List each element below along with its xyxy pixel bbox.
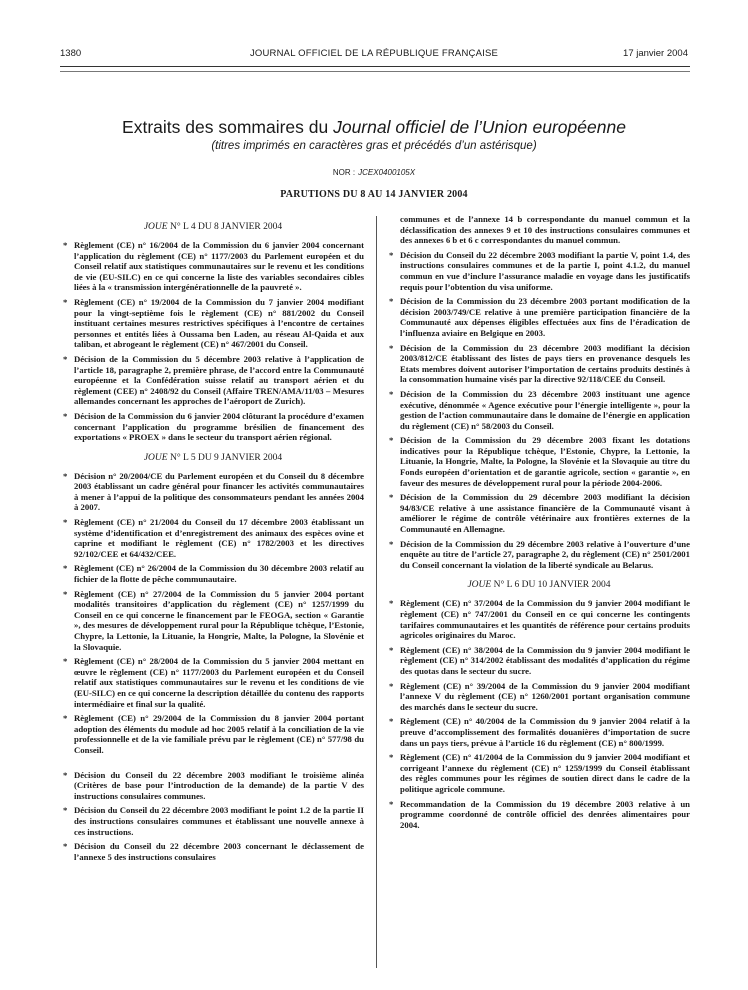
section-ref: N° L 5 DU 9 JANVIER 2004 — [169, 452, 283, 463]
list-item: * Règlement (CE) n° 26/2004 de la Commission du 30 décembre 2003 relatif au fichier de la flotte de pêche communautaire. — [62, 563, 364, 584]
list-item-continuation: communes et de l’annexe 14 b correspondante du manuel commun et la déclassification des annexes 9 et 10 des instructions consulaires communes et des annexes 6 b et 6 c correspondantes du manuel commun. — [400, 214, 690, 246]
list-item: * Règlement (CE) n° 19/2004 de la Commission du 7 janvier 2004 modifiant pour la vingt-septième fois le règlement (CE) n° 881/2002 du Conseil instituant certaines mesures restrictives spécifiques à l’encontre de certaines personnes et entités liées à Oussama ben Laden, au réseau Al-Qaida et aux taliban, et abrogeant le règlement (CE) n° 467/2001 du Conseil. — [62, 297, 364, 350]
list-item: * Règlement (CE) n° 29/2004 de la Commission du 8 janvier 2004 portant adoption des éléments du module ad hoc 2005 relatif à la conciliation de la vie professionnelle et de la vie familiale prévu par le règlement (CE) n° 577/98 du Conseil. — [62, 713, 364, 755]
list-item: * Décision de la Commission du 6 janvier 2004 clôturant la procédure d’examen concernant l’application du programme brésilien de financement des exportations « PROEX » dans le secteur du transport aérien régional. — [62, 411, 364, 443]
running-header — [60, 48, 688, 62]
page-title-italic: Journal officiel de l’Union européenne — [333, 117, 626, 137]
list-item: * Règlement (CE) n° 39/2004 de la Commission du 9 janvier 2004 modifiant l’annexe V du règlement (CE) n° 1260/2001 portant organisation commune des marchés dans le secteur du sucre. — [388, 681, 690, 713]
nor-label: NOR : — [332, 168, 356, 177]
list-item: * Règlement (CE) n° 16/2004 de la Commission du 6 janvier 2004 concernant l’application du règlement (CE) n° 1177/2003 du Parlement européen et du Conseil relatif aux statistiques communautaires sur le revenu et les conditions de vie (EU-SILC) en ce qui concerne la liste des variables secondaires cibles liées à la « transmission intergénérationnelle de la pauvreté ». — [62, 240, 364, 293]
left-column — [62, 222, 364, 866]
page-number: 1380 — [60, 48, 82, 59]
nor-value: JCEX0400105X — [358, 168, 416, 177]
section-heading-l4 — [62, 222, 364, 232]
list-item: * Décision de la Commission du 23 décembre 2003 portant modification de la décision 2003/749/CE relative à une première participation financière de la Communauté aux dépenses éligibles effectuées aux fins de l’éradication de l’influenza aviaire en Belgique en 2003. — [388, 296, 690, 338]
spacer — [62, 760, 364, 770]
issue-date: 17 janvier 2004 — [623, 48, 688, 59]
list-item: * Règlement (CE) n° 27/2004 de la Commission du 5 janvier 2004 portant modalités transitoires d’application du règlement (CE) n° 1257/1999 du Conseil en ce qui concerne le financement par le FEOGA, section « Garantie », des mesures de développement rural pour la République tchèque, l’Estonie, Chypre, la Lettonie, la Lituanie, la Hongrie, Malte, la Pologne, la Slovénie et la Slovaquie. — [62, 589, 364, 653]
list-item: * Décision du Conseil du 22 décembre 2003 modifiant le point 1.2 de la partie II des instructions consulaires communes et établissant une nouvelle annexe à ces instructions. — [62, 805, 364, 837]
header-rule-thin — [60, 71, 690, 72]
list-item: * Décision du Conseil du 22 décembre 2003 concernant le déclassement de l’annexe 5 des instructions consulaires — [62, 841, 364, 862]
page-title-prefix: Extraits des sommaires du — [122, 117, 334, 137]
list-item: * Décision du Conseil du 22 décembre 2003 modifiant la partie V, point 1.4, des instructions consulaires communes et de la partie I, point 4.1.2, du manuel commun en vue d’inclure l’assurance maladie en voyage dans les justificatifs requis pour l’obtention du visa uniforme. — [388, 250, 690, 292]
list-item: * Décision de la Commission du 5 décembre 2003 relative à l’application de l’article 18, paragraphe 2, première phrase, de l’accord entre la Communauté européenne et la Confédération suisse relatif au transport aérien et du règlement (CEE) n° 2408/92 du Conseil (Affaire TREN/AMA/11/03 – Mesures allemandes concernant les approches de l’aéroport de Zurich). — [62, 354, 364, 407]
section-heading-l6 — [388, 580, 690, 590]
list-item: * Décision n° 20/2004/CE du Parlement européen et du Conseil du 8 décembre 2003 établissant un cadre général pour financer les activités communautaires à mener à l’appui de la politique des consommateurs pendant les années 2004 à 2007. — [62, 471, 364, 513]
list-item: * Règlement (CE) n° 40/2004 de la Commission du 9 janvier 2004 relatif à la preuve d’accomplissement des formalités douanières d’importation de sucre dans un pays tiers, prévue à l’article 16 du règlement (CE) n° 800/1999. — [388, 716, 690, 748]
list-item: * Décision de la Commission du 23 décembre 2003 modifiant la décision 2003/812/CE établissant des listes de pays tiers en provenance desquels les Etats membres doivent autoriser l’importation de certains produits destinés à la consommation humaine visés par la directive 92/118/CEE du Conseil. — [388, 343, 690, 385]
list-item: * Décision du Conseil du 22 décembre 2003 modifiant le troisième alinéa (Critères de base pour l’introduction de la demande) de la partie V des instructions consulaires communes. — [62, 770, 364, 802]
list-item: * Règlement (CE) n° 28/2004 de la Commission du 5 janvier 2004 mettant en œuvre le règlement (CE) n° 1177/2003 du Parlement européen et du Conseil relatif aux statistiques communautaires sur le revenu et les conditions de vie (EU-SILC) en ce qui concerne la description détaillée du contenu des rapports intermédiaire et final sur la qualité. — [62, 656, 364, 709]
list-item: * Recommandation de la Commission du 19 décembre 2003 relative à un programme coordonné de contrôle officiel des denrées alimentaires pour 2004. — [388, 799, 690, 831]
section-journal: JOUE — [143, 222, 168, 232]
list-item: * Décision de la Commission du 29 décembre 2003 modifiant la décision 94/83/CE relative à une assistance financière de la Communauté visant à améliorer le régime de contrôle vétérinaire aux frontières externes de la Communauté en Allemagne. — [388, 492, 690, 534]
column-divider — [376, 216, 377, 968]
list-item: * Décision de la Commission du 29 décembre 2003 fixant les dotations indicatives pour la République tchèque, l’Estonie, Chypre, la Lettonie, la Lituanie, la Hongrie, Malte, la Pologne, la Slovénie et la Slovaquie au titre du Fonds européen d’orientation et de garantie agricole, section « garantie », en faveur des mesures de développement rural pour la période 2004-2006. — [388, 435, 690, 488]
page-title — [0, 117, 748, 138]
list-item: * Règlement (CE) n° 38/2004 de la Commission du 9 janvier 2004 modifiant le règlement (CE) n° 314/2002 établissant des modalités d’application du régime des quotas dans le secteur du sucre. — [388, 645, 690, 677]
parutions-heading: PARUTIONS DU 8 AU 14 JANVIER 2004 — [280, 189, 468, 200]
page-subtitle: (titres imprimés en caractères gras et précédés d’un astérisque) — [211, 140, 537, 152]
nor-reference — [0, 168, 748, 177]
list-item: * Règlement (CE) n° 37/2004 de la Commission du 9 janvier 2004 modifiant le règlement (CE) n° 747/2001 du Conseil en ce qui concerne les contingents tarifaires communautaires et les quantités de référence pour certains produits agricoles originaires du Maroc. — [388, 598, 690, 640]
list-item: * Décision de la Commission du 29 décembre 2003 relative à l’ouverture d’une enquête au titre de l’article 27, paragraphe 2, du règlement (CE) n° 2501/2001 du Conseil concernant la violation de la liberté syndicale au Belarus. — [388, 539, 690, 571]
list-item: * Règlement (CE) n° 21/2004 du Conseil du 17 décembre 2003 établissant un système d’identification et d’enregistrement des animaux des espèces ovine et caprine et modifiant le règlement (CE) n° 1782/2003 et les directives 92/102/CEE et 64/432/CEE. — [62, 517, 364, 559]
right-column — [388, 214, 690, 834]
section-journal: JOUE — [467, 580, 492, 591]
section-ref: N° L 4 DU 8 JANVIER 2004 — [169, 222, 283, 232]
list-item: * Règlement (CE) n° 41/2004 de la Commission du 9 janvier 2004 modifiant et corrigeant l’annexe du règlement (CE) n° 1259/1999 du Conseil établissant des règles communes pour les régimes de soutien direct dans le cadre de la politique agricole commune. — [388, 752, 690, 794]
section-journal: JOUE — [143, 452, 168, 463]
journal-title: JOURNAL OFFICIEL DE LA RÉPUBLIQUE FRANÇAISE — [249, 48, 499, 59]
section-heading-l5 — [62, 453, 364, 463]
section-ref: N° L 6 DU 10 JANVIER 2004 — [493, 580, 611, 591]
header-rule — [60, 66, 690, 67]
list-item: * Décision de la Commission du 23 décembre 2003 instituant une agence exécutive, dénommée « Agence exécutive pour l’énergie intelligente », pour la gestion de l’action communautaire dans le domaine de l’énergie en application du règlement (CE) n° 58/2003 du Conseil. — [388, 389, 690, 431]
